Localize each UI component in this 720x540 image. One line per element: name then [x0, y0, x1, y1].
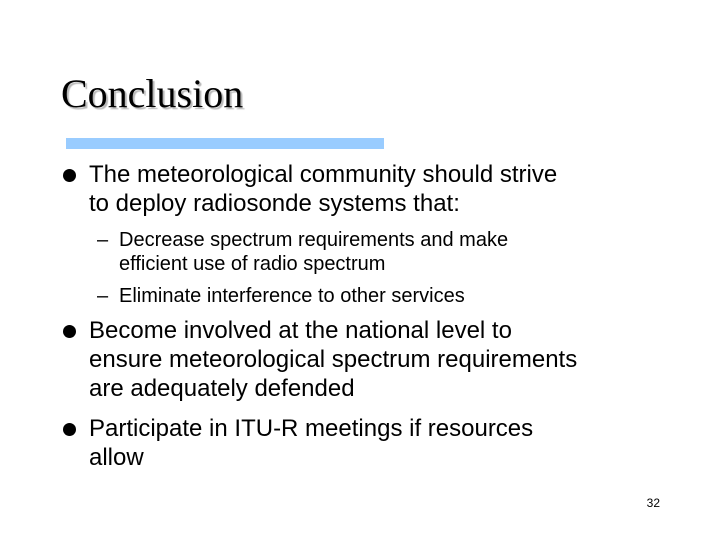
bullet-icon [63, 325, 76, 338]
dash-marker: – [97, 285, 109, 307]
bullet-icon [63, 169, 76, 182]
bullet-line: are adequately defended [89, 375, 355, 402]
sub-bullet-line: efficient use of radio spectrum [119, 253, 386, 275]
sub-bullet-line: Decrease spectrum requirements and make [119, 229, 509, 251]
sub-bullet-text [119, 228, 508, 276]
bullet-line: ensure meteorological spectrum requirements [89, 346, 578, 373]
dash-marker: – [97, 229, 109, 251]
title-underline-bar [66, 138, 384, 149]
bullet-text [89, 414, 533, 472]
bullet-line: allow [89, 444, 144, 471]
slide-title: Conclusion [61, 71, 244, 116]
sub-bullet-text [119, 284, 465, 308]
bullet-line: to deploy radiosonde systems that: [89, 190, 460, 217]
page-number: 32 [646, 496, 660, 510]
bullet-line: The meteorological community should strive [89, 161, 558, 188]
bullet-icon [63, 423, 76, 436]
bullet-line: Become involved at the national level to [89, 317, 512, 344]
bullet-text [89, 160, 557, 218]
sub-bullet-line: Eliminate interference to other services [119, 285, 465, 307]
bullet-text [89, 316, 577, 403]
bullet-line: Participate in ITU-R meetings if resources [89, 415, 534, 442]
